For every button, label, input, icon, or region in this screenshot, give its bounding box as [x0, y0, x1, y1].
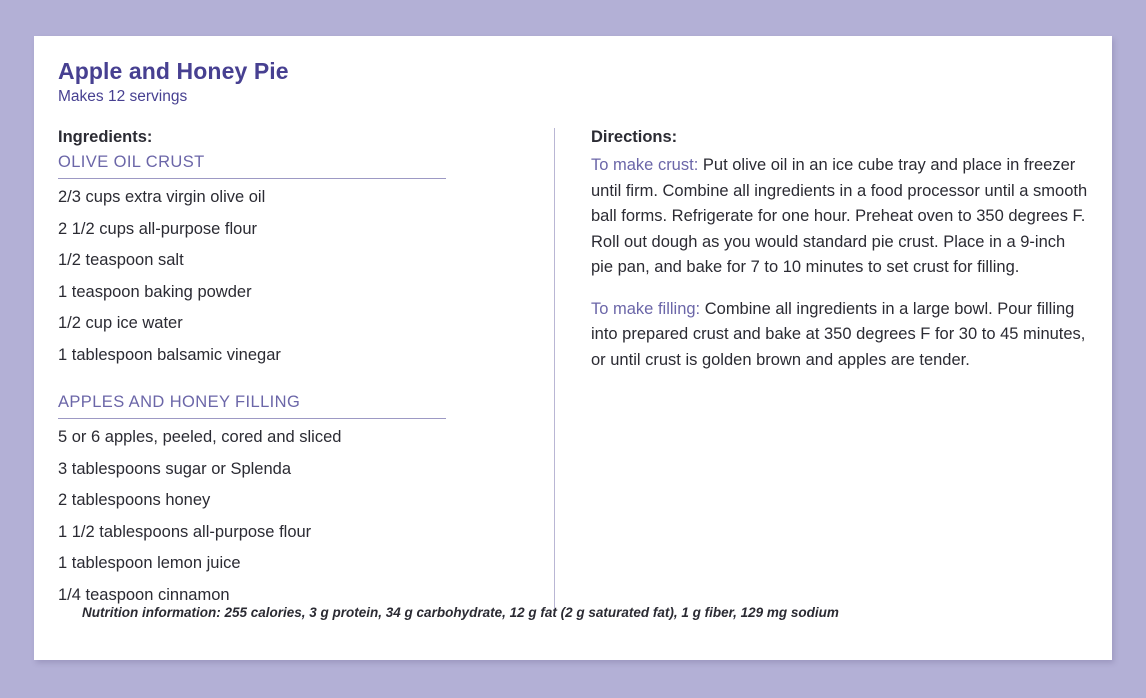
direction-body: Put olive oil in an ice cube tray and place in freezer until firm. Combine all ingredients in a food processor until a smooth ball forms. Refrigerate for one hour. Preheat oven to 350 degrees F. Roll out dough as you would standard pie crust. Place in a 9-inch pie pan, and bake for 7 to 10 minutes to set crust for filling.: [591, 156, 1088, 276]
list-item: 2 tablespoons honey: [58, 491, 211, 509]
list-item: 1/2 teaspoon salt: [58, 251, 184, 269]
list-item: 5 or 6 apples, peeled, cored and sliced: [58, 428, 342, 446]
direction-paragraph: [591, 297, 1090, 374]
list-item: 2/3 cups extra virgin olive oil: [58, 188, 266, 206]
direction-step-filling: [591, 297, 1090, 374]
direction-label: To make filling:: [591, 299, 701, 318]
list-item: 1 1/2 tablespoons all-purpose flour: [58, 522, 312, 541]
direction-step-crust: [591, 153, 1090, 281]
servings-label: Makes 12 servings: [58, 88, 188, 105]
content-columns: [58, 128, 1090, 611]
direction-body: Combine all ingredients in a large bowl. Pour filling into prepared crust and bake at 350 degrees F for 30 to 45 minutes, or until crust is golden brown and apples are tender.: [591, 299, 1086, 369]
ingredients-list-crust: [58, 182, 530, 371]
ingredients-column: [58, 128, 554, 611]
directions-column: [555, 128, 1090, 389]
direction-label: To make crust:: [591, 156, 699, 174]
page-title: Apple and Honey Pie: [58, 58, 289, 84]
recipe-card-inner: [58, 58, 1090, 642]
list-item: 1/4 teaspoon cinnamon: [58, 585, 230, 604]
ingredients-section-title-crust: OLIVE OIL CRUST: [58, 153, 446, 179]
recipe-card: [34, 36, 1112, 660]
list-item: 2 1/2 cups all-purpose flour: [58, 219, 258, 238]
list-item: 1 tablespoon lemon juice: [58, 554, 241, 572]
list-item: 1 teaspoon baking powder: [58, 282, 252, 301]
directions-heading: Directions:: [591, 128, 678, 146]
ingredients-section-title-filling: APPLES AND HONEY FILLING: [58, 393, 446, 419]
nutrition-information: Nutrition information: 255 calories, 3 g protein, 34 g carbohydrate, 12 g fat (2 g saturated fat), 1 g fiber, 129 mg sodium: [82, 605, 839, 620]
direction-paragraph: [591, 153, 1090, 281]
list-item: 1/2 cup ice water: [58, 314, 183, 332]
ingredients-list-filling: [58, 422, 530, 611]
ingredients-heading: Ingredients:: [58, 128, 153, 146]
list-item: 3 tablespoons sugar or Splenda: [58, 459, 291, 478]
list-item: 1 tablespoon balsamic vinegar: [58, 345, 281, 364]
